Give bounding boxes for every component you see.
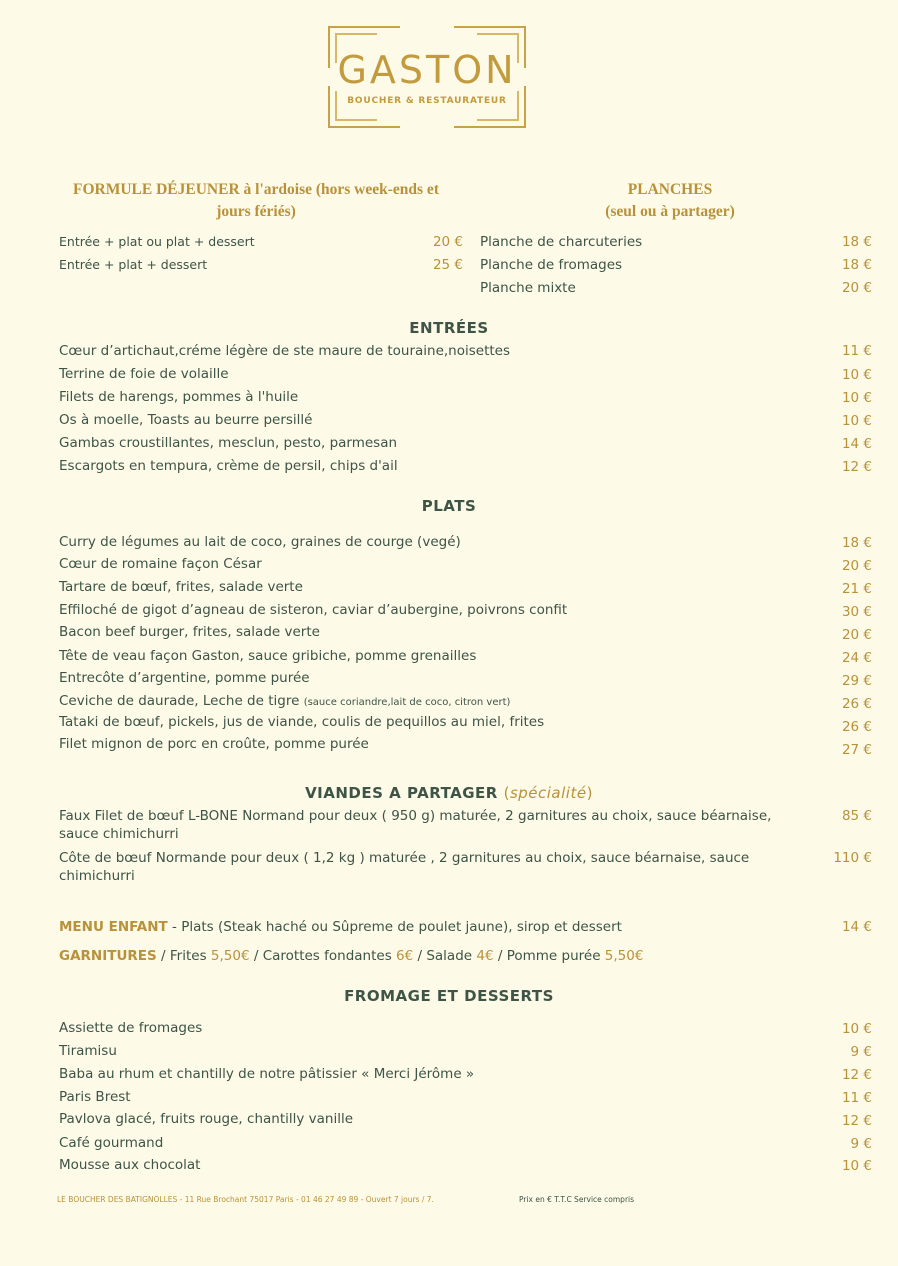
viandes-specialite: spécialité: [509, 784, 587, 802]
plat-price: 18 €: [841, 535, 872, 551]
plat-item: Bacon beef burger, frites, salade verte: [59, 624, 320, 640]
dessert-item: Café gourmand: [59, 1135, 164, 1151]
dessert-price: 9 €: [850, 1136, 872, 1152]
garniture-price: 5,50€: [210, 948, 250, 964]
viandes-title: [0, 784, 898, 802]
formule-item: Entrée + plat + dessert: [59, 257, 208, 272]
plats-title: PLATS: [421, 497, 477, 515]
menu-enfant-description: - Plats (Steak haché ou Sûpreme de poulet jaune), sirop et dessert: [167, 919, 622, 935]
planches-title: [470, 179, 870, 223]
viandes-title-text: VIANDES A PARTAGER: [305, 784, 504, 802]
formule-title-line1: FORMULE DÉJEUNER à l'ardoise (hors week-ends et: [73, 181, 439, 198]
plat-price: 27 €: [841, 742, 872, 758]
plat-item: Filet mignon de porc en croûte, pomme purée: [59, 736, 369, 752]
formule-title-line2: jours fériés): [216, 203, 296, 220]
viande-price: 85 €: [841, 808, 872, 824]
footer-address: LE BOUCHER DES BATIGNOLLES - 11 Rue Brochant 75017 Paris - 01 46 27 49 89 - Ouvert 7 jours / 7.: [57, 1195, 434, 1204]
dessert-price: 12 €: [841, 1113, 872, 1129]
plat-price: 26 €: [841, 696, 872, 712]
entree-item: Os à moelle, Toasts au beurre persillé: [59, 412, 313, 428]
plat-item: Cœur de romaine façon César: [59, 556, 262, 572]
viande-price: 110 €: [833, 850, 872, 866]
plat-item: Effiloché de gigot d’agneau de sisteron, caviar d’aubergine, poivrons confit: [59, 602, 568, 618]
garniture-price: 5,50€: [604, 948, 644, 964]
formule-item: Entrée + plat ou plat + dessert: [59, 234, 255, 249]
menu-enfant-price: 14 €: [841, 919, 872, 935]
entree-price: 10 €: [841, 413, 872, 429]
entree-item: Filets de harengs, pommes à l'huile: [59, 389, 299, 405]
entree-price: 12 €: [841, 459, 872, 475]
gaston-logo: [328, 26, 526, 128]
planche-item: Planche mixte: [480, 280, 576, 296]
garniture-price: 4€: [476, 948, 494, 964]
entrees-title: ENTRÉES: [409, 319, 489, 337]
plat-item: Entrecôte d’argentine, pomme purée: [59, 670, 310, 686]
viandes-paren: (: [503, 784, 510, 802]
planches-title-line1: PLANCHES: [627, 181, 713, 198]
entree-price: 10 €: [841, 390, 872, 406]
viandes-paren: ): [586, 784, 593, 802]
entree-item: Escargots en tempura, crème de persil, chips d'ail: [59, 458, 398, 474]
dessert-price: 9 €: [850, 1044, 872, 1060]
logo-name: GASTON: [337, 48, 517, 92]
planche-price: 18 €: [841, 234, 872, 250]
plat-price: 24 €: [841, 650, 872, 666]
entree-item: Cœur d’artichaut,créme légère de ste maure de touraine,noisettes: [59, 343, 511, 359]
formule-price: 20 €: [432, 234, 463, 250]
menu-enfant-label: MENU ENFANT: [59, 919, 168, 935]
dessert-item: Paris Brest: [59, 1089, 131, 1105]
viande-item: Côte de bœuf Normande pour deux ( 1,2 kg ) maturée , 2 garnitures au choix, sauce béarnaise, sauce chimichurri: [59, 850, 750, 884]
desserts-title: FROMAGE ET DESSERTS: [344, 987, 554, 1005]
entree-price: 11 €: [841, 343, 872, 359]
viande-item: Faux Filet de bœuf L-BONE Normand pour deux ( 950 g) maturée, 2 garnitures au choix, sauce béarnaise, sauce chimichurri: [59, 808, 772, 842]
planche-item: Planche de fromages: [480, 257, 623, 273]
plat-price: 20 €: [841, 627, 872, 643]
garniture-name: / Carottes fondantes: [249, 948, 397, 964]
dessert-price: 10 €: [841, 1021, 872, 1037]
dessert-price: 10 €: [841, 1158, 872, 1174]
planche-price: 18 €: [841, 257, 872, 273]
dessert-item: Baba au rhum et chantilly de notre pâtissier « Merci Jérôme »: [59, 1066, 475, 1082]
logo-subtitle: BOUCHER & RESTAURATEUR: [347, 96, 507, 106]
plat-price: 26 €: [841, 719, 872, 735]
garniture-name: / Pomme purée: [493, 948, 605, 964]
plat-item: Tataki de bœuf, pickels, jus de viande, coulis de pequillos au miel, frites: [59, 714, 545, 730]
plat-price: 20 €: [841, 558, 872, 574]
garniture-price: 6€: [396, 948, 414, 964]
formule-title: [50, 179, 462, 223]
formule-price: 25 €: [432, 257, 463, 273]
dessert-price: 11 €: [841, 1090, 872, 1106]
plat-item: Tartare de bœuf, frites, salade verte: [59, 579, 303, 595]
plat-price: 30 €: [841, 604, 872, 620]
dessert-item: Assiette de fromages: [59, 1020, 203, 1036]
plat-item: Tête de veau façon Gaston, sauce gribiche, pomme grenailles: [59, 648, 477, 664]
plat-item: Curry de légumes au lait de coco, graines de courge (vegé): [59, 534, 461, 550]
plat-item-note: (sauce coriandre,lait de coco, citron vert): [303, 697, 511, 708]
planche-price: 20 €: [841, 280, 872, 296]
plat-item-label: Ceviche de daurade, Leche de tigre: [59, 693, 304, 709]
garniture-name: / Salade: [413, 948, 477, 964]
footer-tax-note: Prix en € T.T.C Service compris: [519, 1195, 635, 1204]
entree-item: Terrine de foie de volaille: [59, 366, 229, 382]
garnitures-label: GARNITURES: [59, 948, 157, 964]
entree-item: Gambas croustillantes, mesclun, pesto, parmesan: [59, 435, 398, 451]
plat-price: 29 €: [841, 673, 872, 689]
planches-title-line2: (seul ou à partager): [605, 203, 735, 220]
planche-item: Planche de charcuteries: [480, 234, 643, 250]
dessert-price: 12 €: [841, 1067, 872, 1083]
dessert-item: Mousse aux chocolat: [59, 1157, 201, 1173]
plat-price: 21 €: [841, 581, 872, 597]
menu-enfant: [59, 918, 622, 936]
entree-price: 10 €: [841, 367, 872, 383]
dessert-item: Tiramisu: [59, 1043, 117, 1059]
entree-price: 14 €: [841, 436, 872, 452]
plat-item: [59, 692, 510, 712]
garnitures: [59, 947, 643, 965]
dessert-item: Pavlova glacé, fruits rouge, chantilly vanille: [59, 1111, 354, 1127]
garniture-name: / Frites: [156, 948, 211, 964]
